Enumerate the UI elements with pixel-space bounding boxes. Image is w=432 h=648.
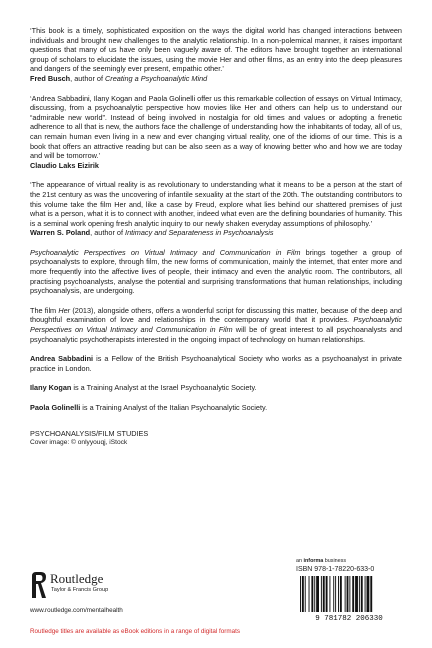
barcode-bar xyxy=(326,576,328,612)
barcode xyxy=(296,575,402,621)
barcode-bar xyxy=(365,576,366,612)
desc2-lead-text: (2013), alongside others, offers a wonderful script for discussing this matter, because of the deep and thoughtful examination of love and relationships in the contemporary world that it provides. xyxy=(30,305,402,325)
editor-bio-text-3: is a Training Analyst of the Italian Psychoanalytic Society. xyxy=(80,403,268,412)
informa-brand: informa xyxy=(303,558,324,564)
book-description-text: brings together a group of psychoanalysts to explore, through film, the new forms of communication, mainly the internet, that enter more and more frequently into the affective lives of people, their intimacy and even the analytic room. The contributors, all practising psychoanalysts, analyse the potential and surprising transformations that human relationships, including psychoanalysis, are undergoing. xyxy=(30,247,402,296)
barcode-bar xyxy=(345,576,346,612)
barcode-bar xyxy=(370,576,372,612)
endorser-name-3: Warren S. Poland xyxy=(30,228,91,238)
cover-image-credit: Cover image: © onlyyouqj, iStock xyxy=(30,439,128,446)
barcode-bar xyxy=(359,576,360,612)
routledge-logo-icon xyxy=(30,570,48,600)
editor-name-3: Paola Golinelli xyxy=(30,403,81,412)
barcode-bar xyxy=(352,576,354,612)
barcode-bar xyxy=(302,576,304,612)
endorser-name-2: Claudio Laks Eizirik xyxy=(30,160,99,170)
book-description-2 xyxy=(30,306,402,344)
informa-suffix: business xyxy=(323,558,347,564)
barcode-bar xyxy=(314,576,315,612)
informa-prefix: an xyxy=(296,558,304,564)
barcode-bar xyxy=(300,576,301,612)
editor-bio-text-2: is a Training Analyst at the Israel Psychoanalytic Society. xyxy=(71,383,257,393)
back-cover-text xyxy=(30,26,402,447)
barcode-bar xyxy=(340,576,342,612)
publisher-group: Taylor & Francis Group xyxy=(51,587,109,593)
endorsement-attribution-1 xyxy=(30,74,402,84)
desc2-film-title: Her xyxy=(58,305,71,315)
editor-bio-3 xyxy=(30,403,402,413)
editor-name-1: Andrea Sabbadini xyxy=(30,354,94,364)
endorser-role-3: , author of xyxy=(90,228,126,238)
barcode-bar xyxy=(323,576,325,612)
desc2-text: will be of great interest to all psychoanalysts and psychoanalytic psychotherapists interested in the ongoing impact of technology on human relationships. xyxy=(30,325,402,344)
endorser-work-1: Creating a Psychoanalytic Mind xyxy=(105,73,208,83)
barcode-bar xyxy=(338,576,339,612)
barcode-bar xyxy=(309,576,310,612)
barcode-bar xyxy=(361,576,363,612)
barcode-bar xyxy=(305,576,306,612)
barcode-bar xyxy=(367,576,370,612)
endorsement-attribution-2 xyxy=(30,161,402,171)
endorser-role-1: , author of xyxy=(70,73,106,83)
desc2-book-title: Psychoanalytic Perspectives on Virtual Intimacy and Communication in Film xyxy=(30,315,402,335)
subject-category: PSYCHOANALYSIS/FILM STUDIES xyxy=(30,428,149,438)
editor-bio-1 xyxy=(30,354,402,373)
endorsement-attribution-3 xyxy=(30,228,402,238)
isbn-text: ISBN 978-1-78220-633-0 xyxy=(296,566,375,573)
barcode-bar xyxy=(311,576,313,612)
desc2-prefix: The film xyxy=(30,305,59,315)
barcode-bar xyxy=(316,576,319,612)
book-title-italic: Psychoanalytic Perspectives on Virtual Intimacy and Communication in Film xyxy=(30,247,301,257)
publisher-url[interactable]: www.routledge.com/mentalhealth xyxy=(30,607,123,614)
barcode-bar xyxy=(333,576,334,612)
endorsement-quote-2: ‘Andrea Sabbadini, Ilany Kogan and Paola Golinelli offer us this remarkable collection of essays on Virtual Intimacy, discussing, from a psychoanalytic perspective how movies like Her and others can help us to understand our “admirable new world”. Instead of being involved in nostalgia for old times and values or adopting a frenetic adherence to all that is new, the authors face the challenge of understanding how the inhabitants of today, all of us, can remain human even living in a new and ever changing virtual reality, one of the idioms of our time. This is a book that offers an attractive reading but can be also seen as a way of knowing better who and how we are today and will be tomorrow.’ xyxy=(30,93,402,161)
publisher-name: Routledge xyxy=(50,571,104,586)
barcode-bar xyxy=(347,576,349,612)
barcode-bar xyxy=(355,576,358,612)
barcode-bar xyxy=(321,576,322,612)
barcode-bar xyxy=(335,576,336,612)
cover-footer xyxy=(30,558,402,640)
editor-bio-2 xyxy=(30,383,402,393)
barcode-bar xyxy=(329,576,330,612)
editor-name-2: Ilany Kogan xyxy=(30,383,72,393)
barcode-bars xyxy=(300,576,372,612)
editor-bio-text-1: is a Fellow of the British Psychoanalytical Society who works as a psychoanalyst in private practice in London. xyxy=(30,354,402,373)
endorsement-quote-1: ‘This book is a timely, sophisticated exposition on the ways the digital world has changed interactions between individuals and brought new challenges to the analytic relationship. In a non-polemical manner, it raises important questions that many of us have only been vaguely aware of. The editors have brought together an international group of scholars to elucidate the issues, using the movie Her and other films, as an entry into the deep pleasures and dangers of the seemingly ever present, empathic other.’ xyxy=(30,26,402,74)
informa-business xyxy=(296,558,346,564)
barcode-bar xyxy=(349,576,350,612)
endorser-work-3: Intimacy and Separateness in Psychoanalysis xyxy=(125,228,274,238)
endorser-name-1: Fred Busch xyxy=(30,73,71,83)
ebook-note: Routledge titles are available as eBook editions in a range of digital formats xyxy=(30,628,241,635)
endorsement-quote-3: ‘The appearance of virtual reality is as revolutionary to understanding what it means to be a person at the start of the 21st century as was the uncovering of infantile sexuality at the start of the 20th. The outstanding contributors to this volume take the film Her and, like a case by Freud, explore what lies behind our shattered premises of just what is a person, what it is to connect with another, indeed what even are the defining boundaries of humanity. This is a seminal work opening fresh analytic inquiry to our newly shaken everyday assumptions of philosophy.’ xyxy=(30,180,402,228)
barcode-digits: 9 781782 206330 xyxy=(315,615,383,621)
book-description xyxy=(30,248,402,296)
